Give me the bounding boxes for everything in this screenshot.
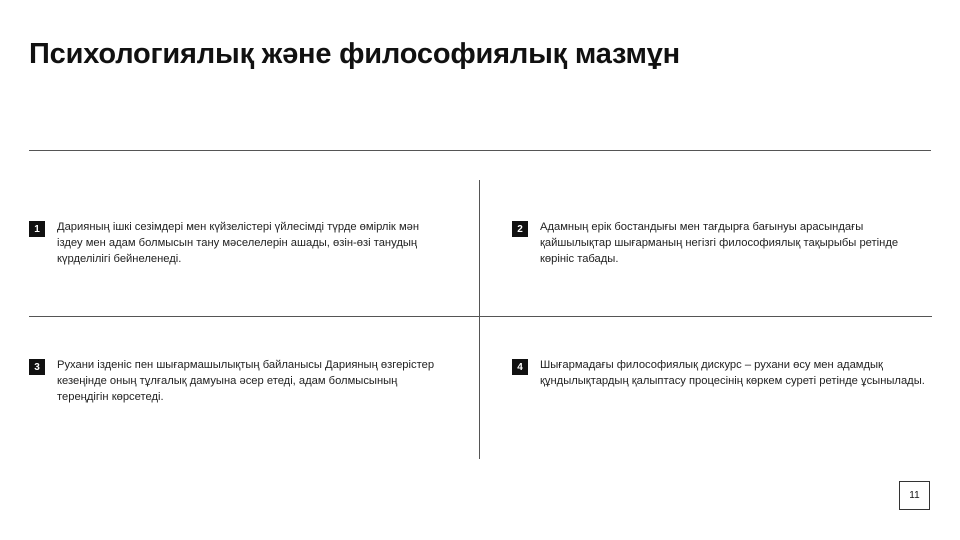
- item-text: Рухани ізденіс пен шығармашылықтың байланысы Дарияның өзгерістер кезеңінде оның тұлғалық дамуына әсер етеді, адам болмысының тереңдігін көрсетеді.: [57, 359, 435, 403]
- page-title: Психологиялық және философиялық мазмұн: [29, 38, 680, 70]
- content-item-3: [29, 357, 447, 405]
- content-item-2: [512, 219, 930, 267]
- title-divider: [29, 150, 931, 151]
- item-number-badge: 3: [29, 359, 45, 375]
- item-number-badge: 2: [512, 221, 528, 237]
- page-number: 11: [899, 481, 930, 510]
- content-item-4: [512, 357, 930, 389]
- item-number-badge: 4: [512, 359, 528, 375]
- item-text: Шығармадағы философиялық дискурс – рухани өсу мен адамдық құндылықтардың қалыптасу процесінің көркем суреті ретінде ұсынылады.: [540, 359, 925, 387]
- vertical-divider: [479, 180, 480, 459]
- item-text: Адамның ерік бостандығы мен тағдырға бағынуы арасындағы қайшылықтар шығарманың негізгі философиялық тақырыбы ретінде көрініс табады.: [540, 221, 899, 265]
- horizontal-divider: [29, 316, 932, 317]
- item-number-badge: 1: [29, 221, 45, 237]
- content-item-1: [29, 219, 447, 267]
- item-text: Дарияның ішкі сезімдері мен күйзелістері үйлесімді түрде өмірлік мән іздеу мен адам болмысын тану мәселелерін ашады, өзін-өзі танудың күрделілігі бейнеленеді.: [57, 221, 420, 265]
